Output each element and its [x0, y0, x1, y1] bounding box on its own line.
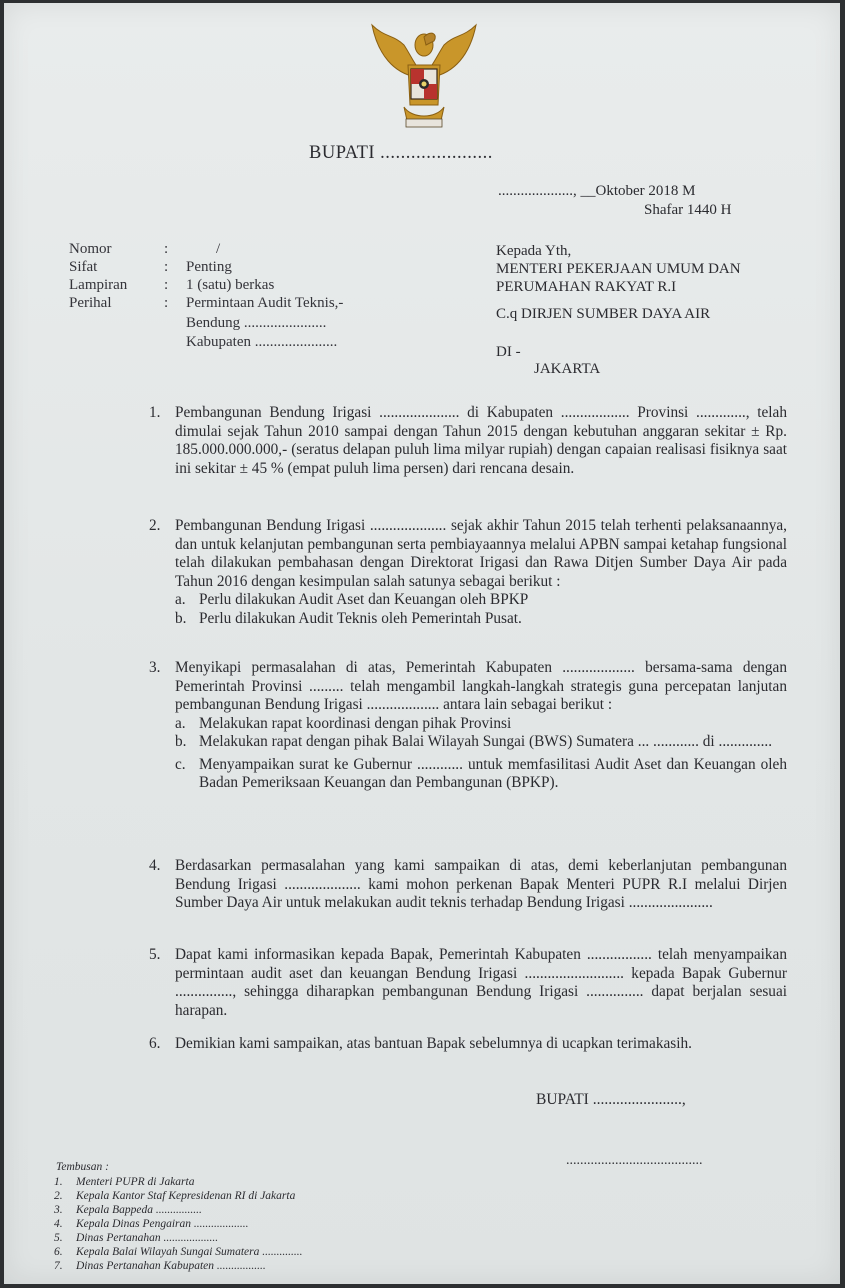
tembusan-item: 4. Kepala Dinas Pengairan ................... — [54, 1218, 249, 1230]
paragraph-3-item-a: a. Melakukan rapat koordinasi dengan pihak Provinsi — [175, 714, 512, 732]
tembusan-item: 2. Kepala Kantor Staf Kepresidenan RI di Jakarta — [54, 1190, 296, 1202]
paragraph-3: 3. Menyikapi permasalahan di atas, Pemerintah Kabupaten ................... bersama-sama dengan Pemerintah Provinsi ......... telah mengambil langkah-langkah strategis guna percepatan lanjutan pembangunan Bendung Irigasi ................... antara lain sebagai berikut : a. Melakukan rapat koordinasi dengan pihak Provinsi b. Melakukan rapat dengan pihak Balai Wilayah Sungai (BWS) Sumatera ... ............ di .............. c. Menyampaikan surat ke Gubernur ............ untuk memfasilitasi Audit Aset dan Keuangan oleh Badan Pemeriksaan Keuangan dan Pembangunan (BPKP). — [149, 659, 787, 791]
signature-name-line: ....................................... — [566, 1153, 703, 1168]
paragraph-1: 1. Pembangunan Bendung Irigasi ..................... di Kabupaten .................. Provinsi ............., telah dimulai sejak Tahun 2010 sampai dengan Tahun 2015 dengan kebutuhan anggaran sekitar ± Rp. 185.000.000.000,- (seratus delapan puluh lima milyar rupiah) dengan capaian realisasi fisiknya saat ini sekitar ± 45 % (empat puluh lima persen) dari rencana desain. — [149, 404, 787, 477]
signature-title: BUPATI ......................., — [536, 1091, 686, 1108]
paragraph-2-item-a: a. Perlu dilakukan Audit Aset dan Keuangan oleh BPKP — [175, 591, 529, 608]
paragraph-2-item-b: b. Perlu dilakukan Audit Teknis oleh Pemerintah Pusat. — [175, 609, 522, 627]
recipient-line: DI - — [496, 344, 521, 360]
tembusan-item: 7. Dinas Pertanahan Kabupaten ................. — [54, 1260, 266, 1272]
letter-page: BUPATI ...................... ...................., __Oktober 2018 M Shafar 1440 H Nomor : / Sifat : Penting Lampiran : 1 (satu) berkas Perihal : Permintaan Audit Teknis,- Bendung ...................... Kabupaten ...................... Kepada Yth, MENTERI PEKERJAAN UMUM DAN PERUMAHAN RAKYAT R.I C.q DIRJEN SUMBER DAYA AIR DI - JAKARTA 1. Pembangunan Bendung Irigasi ..................... di Kabupaten .................. Provinsi ............., telah dimulai sejak Tahun 2010 sampai dengan Tahun 2015 dengan kebutuhan anggaran sekitar ± Rp. 185.000.000.000,- (seratus delapan puluh lima milyar rupiah) dengan capaian realisasi fisiknya saat ini sekitar ± 45 % (empat puluh lima persen) dari rencana desain. 2. Pembangunan Bendung Irigasi .................... sejak akhir Tahun 2015 telah terhenti pelaksanaannya, dan untuk kelanjutan pembangunan serta pembiayaannya melalui APBN sampai ketahap fungsional telah dilakukan pembahasan dengan Direktorat Irigasi dan Rawa Ditjen Sumber Daya Air pada Tahun 2016 dengan kesimpulan salah satunya sebagai berikut : a. Perlu dilakukan Audit Aset dan Keuangan oleh BPKP b. Perlu dilakukan Audit Teknis oleh Pemerintah Pusat. 3. Menyikapi permasalahan di atas, Pemerintah Kabupaten ................... bersama-sama dengan Pemerintah Provinsi ......... telah mengambil langkah-langkah strategis guna percepatan lanjutan pembangunan Bendung Irigasi ................... antara lain sebagai berikut : a. Melakukan rapat koordinasi dengan pihak Provinsi b. Melakukan rapat dengan pihak Balai Wilayah Sungai (BWS) Sumatera ... ............ di .............. c. Menyampaikan surat ke Gubernur ............ untuk memfasilitasi Audit Aset dan Keuangan oleh Badan Pemeriksaan Keuangan dan Pembangunan (BPKP). 4. Berdasarkan permasalahan yang kami sampaikan di atas, demi keberlanjutan pembangunan Bendung Irigasi .................... kami mohon perkenan Bapak Menteri PUPR R.I melalui Dirjen Sumber Daya Air untuk melakukan audit teknis terhadap Bendung Irigasi ...................... 5. Dapat kami informasikan kepada Bapak, Pemerintah Kabupaten ................. telah menyampaikan permintaan audit aset dan keuangan Bendung Irigasi .......................... kepada Bapak Gubernur ..............., sehingga diharapkan pembangunan Bendung Irigasi ............... dapat berjalan sesuai harapan. 6. Demikian kami sampaikan, atas bantuan Bapak sebelumnya di ucapkan terimakasih. BUPATI ......................., ....................................... Tembusan : 1. Menteri PUPR di Jakarta 2. Kepala Kantor Staf Kepresidenan RI di Jakarta 3. Kepala Bappeda ................ 4. Kepala Dinas Pengairan ................... 5. Dinas Pertanahan ................... 6. Kepala Balai Wilayah Sungai Sumatera .............. 7. Dinas Pertanahan Kabupaten ................. — [4, 3, 840, 1284]
paragraph-2: 2. Pembangunan Bendung Irigasi .................... sejak akhir Tahun 2015 telah terhenti pelaksanaannya, dan untuk kelanjutan pembangunan serta pembiayaannya melalui APBN sampai ketahap fungsional telah dilakukan pembahasan dengan Direktorat Irigasi dan Rawa Ditjen Sumber Daya Air pada Tahun 2016 dengan kesimpulan salah satunya sebagai berikut : a. Perlu dilakukan Audit Aset dan Keuangan oleh BPKP b. Perlu dilakukan Audit Teknis oleh Pemerintah Pusat. — [149, 517, 787, 627]
tembusan-item: 5. Dinas Pertanahan ................... — [54, 1232, 219, 1244]
recipient-greeting: Kepada Yth, — [496, 243, 572, 259]
tembusan-title: Tembusan : — [56, 1161, 109, 1173]
recipient-city: JAKARTA — [534, 361, 601, 377]
garuda-emblem-logo — [364, 15, 484, 133]
paragraph-4: 4. Berdasarkan permasalahan yang kami sampaikan di atas, demi keberlanjutan pembangunan Bendung Irigasi .................... kami mohon perkenan Bapak Menteri PUPR R.I melalui Dirjen Sumber Daya Air untuk melakukan audit teknis terhadap Bendung Irigasi ...................... — [149, 857, 787, 911]
paragraph-3-item-b: b. Melakukan rapat dengan pihak Balai Wilayah Sungai (BWS) Sumatera ... ............ di .............. — [175, 733, 773, 750]
tembusan-item: 1. Menteri PUPR di Jakarta — [54, 1176, 195, 1188]
paragraph-6: 6. Demikian kami sampaikan, atas bantuan Bapak sebelumnya di ucapkan terimakasih. — [149, 1035, 692, 1052]
recipient-line: PERUMAHAN RAKYAT R.I — [496, 279, 677, 295]
letter-date: ...................., __Oktober 2018 M — [498, 183, 696, 199]
paragraph-5: 5. Dapat kami informasikan kepada Bapak, Pemerintah Kabupaten ................. telah menyampaikan permintaan audit aset dan keuangan Bendung Irigasi .......................... kepada Bapak Gubernur ..............., sehingga diharapkan pembangunan Bendung Irigasi ............... dapat berjalan sesuai harapan. — [149, 946, 787, 1019]
recipient-line: C.q DIRJEN SUMBER DAYA AIR — [496, 306, 711, 322]
tembusan-item: 6. Kepala Balai Wilayah Sungai Sumatera .............. — [54, 1246, 303, 1258]
paragraph-3-item-c: c. Menyampaikan surat ke Gubernur ............ untuk memfasilitasi Audit Aset dan Keuangan oleh Badan Pemeriksaan Keuangan dan Pembangunan (BPKP). — [175, 755, 787, 791]
tembusan-item: 3. Kepala Bappeda ................ — [54, 1204, 202, 1216]
letter-hijri-date: Shafar 1440 H — [644, 202, 732, 218]
letterhead-title: BUPATI ...................... — [309, 143, 493, 163]
recipient-line: MENTERI PEKERJAAN UMUM DAN — [496, 261, 741, 277]
